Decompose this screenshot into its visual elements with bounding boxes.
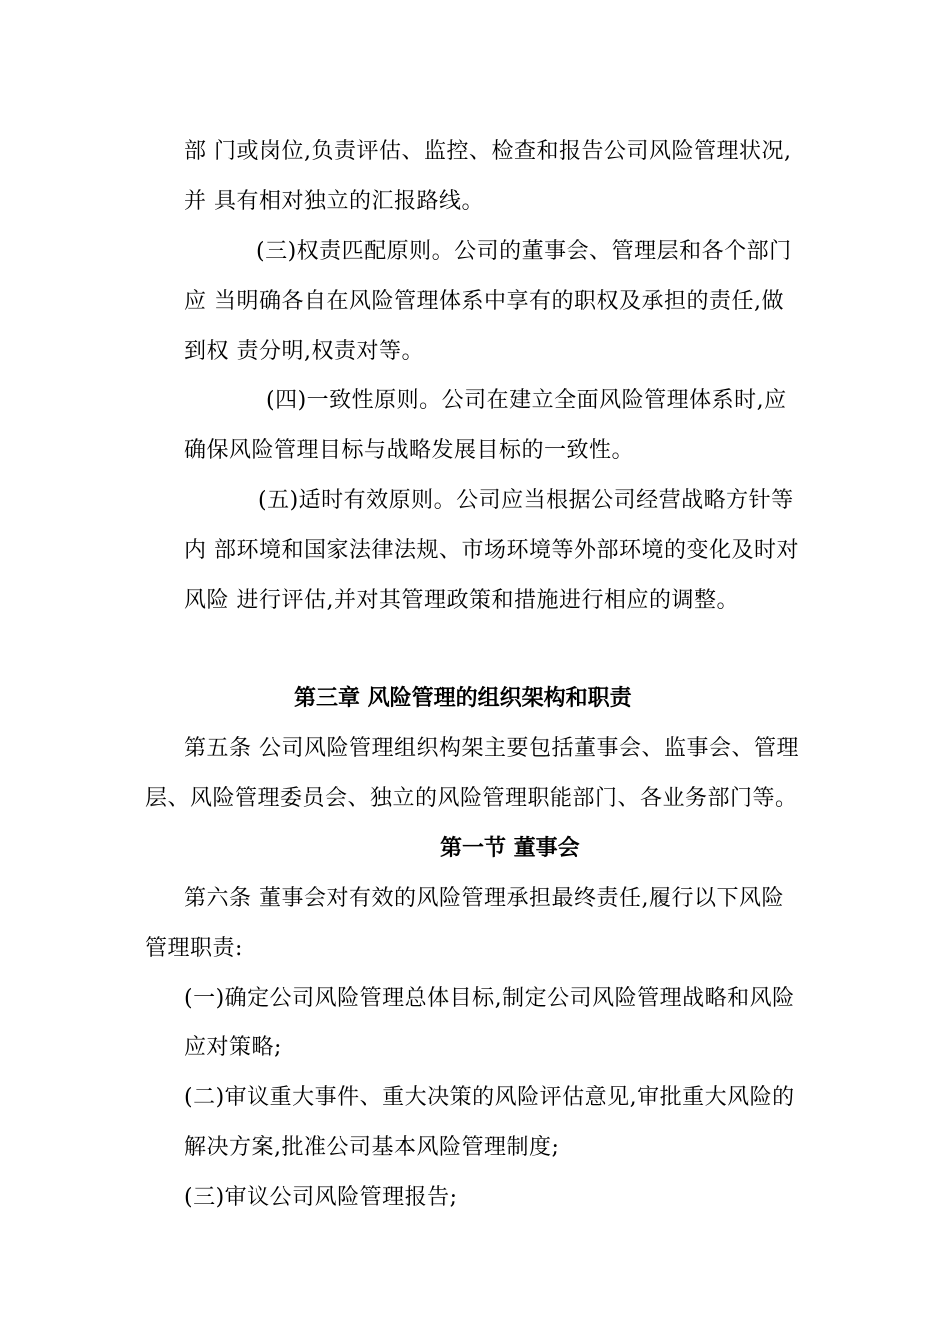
text-line: 应对策略; [184,1035,282,1060]
text-line: (一)确定公司风险管理总体目标,制定公司风险管理战略和风险 [184,986,795,1011]
text-line: (三)审议公司风险管理报告; [184,1185,458,1210]
text-line: 解决方案,批准公司基本风险管理制度; [184,1135,560,1160]
text-line: (四)一致性原则。公司在建立全面风险管理体系时,应 [266,388,787,413]
text-line: 第六条 董事会对有效的风险管理承担最终责任,履行以下风险 [184,886,784,911]
text-line: 到权 责分明,权责对等。 [184,339,424,364]
text-line: 部 门或岗位,负责评估、监控、检查和报告公司风险管理状况, [184,139,792,164]
chapter-title: 第三章 风险管理的组织架构和职责 [294,686,632,711]
text-line: (三)权责匹配原则。公司的董事会、管理层和各个部门 [256,239,792,264]
text-line: 第五条 公司风险管理组织构架主要包括董事会、监事会、管理 [184,736,799,761]
text-line: 并 具有相对独立的汇报路线。 [184,189,484,214]
text-line: (五)适时有效原则。公司应当根据公司经营战略方针等 [258,488,794,513]
text-line: 确保风险管理目标与战略发展目标的一致性。 [184,438,635,463]
text-line: 管理职责: [145,936,243,961]
text-line: (二)审议重大事件、重大决策的风险评估意见,审批重大风险的 [184,1085,795,1110]
text-line: 层、风险管理委员会、独立的风险管理职能部门、各业务部门等。 [145,786,798,811]
section-title: 第一节 董事会 [440,836,580,861]
text-line: 应 当明确各自在风险管理体系中享有的职权及承担的责任,做 [184,289,784,314]
text-line: 风险 进行评估,并对其管理政策和措施进行相应的调整。 [184,588,739,613]
text-line: 内 部环境和国家法律法规、市场环境等外部环境的变化及时对 [184,538,799,563]
